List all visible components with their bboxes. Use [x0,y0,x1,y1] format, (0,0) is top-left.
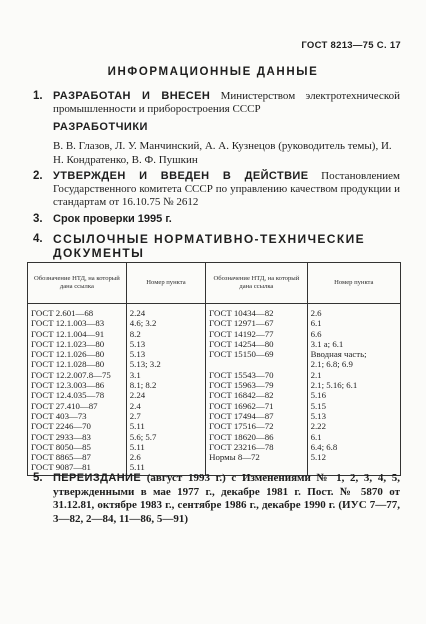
table-cell-line: 3.1 [129,369,141,380]
item-2 [33,170,400,209]
table-cell-line: ГОСТ 27.410—87 [31,400,98,411]
table-header-doc-right: Обозначение НТД, на который дана ссылка [206,263,307,304]
table-cell-line: 2.4 [129,400,141,411]
table-cell-line: ГОСТ 12.2.007.8—75 [31,369,111,380]
item-3-text: Срок проверки 1995 г. [53,213,172,225]
table-cell-line: 5.16 [310,390,326,401]
table-cell-line: ГОСТ 15963—79 [209,380,274,391]
table-cell-line: ГОСТ 15150—69 [209,349,274,360]
table-cell-line: ГОСТ 9087—81 [31,462,91,473]
table-cell-line: ГОСТ 12.4.035—78 [31,390,105,401]
table-header-point-left: Номер пункта [126,263,205,304]
table-cell-line: 2.24 [129,308,146,318]
table-cell-line: 6.1 [310,431,322,442]
item-5-number: 5. [33,472,43,484]
table-cell-line: ГОСТ 14192—77 [209,328,274,339]
page-title: ИНФОРМАЦИОННЫЕ ДАННЫЕ [107,66,319,78]
table-cell-line: 5.11 [129,441,145,452]
table-cell-line: 2.6 [310,308,322,318]
table-cell-line: ГОСТ 12.1.023—80 [31,338,105,349]
item-4-caption: ССЫЛОЧНЫЕ НОРМАТИВНО-ТЕХНИЧЕСКИЕ ДОКУМЕНТЫ [53,232,366,260]
right-docs-column [206,304,307,476]
table-cell-line: 6.6 [310,328,322,339]
item-4-number: 4. [33,233,43,245]
table-cell-line: ГОСТ 23216—78 [209,441,274,452]
table-cell-line: 5.11 [129,462,145,473]
table-cell-line: 5.15 [310,400,326,411]
table-cell-line: ГОСТ 16962—71 [209,400,274,411]
item-1-caption: РАЗРАБОТАН И ВНЕСЕН [53,90,211,102]
table-cell-line: 2.6 [129,452,141,463]
table-cell-line: 5.13 [129,349,146,360]
table-cell-line: ГОСТ 15543—70 [209,369,274,380]
table-cell-line: 3.1 а; 6.1 [310,338,344,349]
table-cell-line: 8.2 [129,328,141,339]
table-cell-line: ГОСТ 2.601—68 [31,308,94,318]
table-cell-line: 5.12 [310,452,326,463]
table-cell-line: ГОСТ 17494—87 [209,410,274,421]
item-3-number: 3. [33,213,43,225]
table-cell-line: ГОСТ 12971—67 [209,318,274,329]
table-header-doc-left: Обозначение НТД, на который дана ссылка [28,263,127,304]
item-2-number: 2. [33,170,43,182]
table-cell-line: 5.11 [129,421,145,432]
table-cell-line: 5.13 [129,338,146,349]
table-cell-line: ГОСТ 2933—83 [31,431,91,442]
table-cell-line: ГОСТ 12.1.004—91 [31,328,105,339]
table-cell-line: ГОСТ 8050—85 [31,441,91,452]
table-cell-line: 2.22 [310,421,326,432]
item-1 [33,90,400,116]
table-cell-line: 2.1; 6.8; 6.9 [310,359,353,370]
references-table [27,262,401,476]
item-5-text: (август 1993 г.) с Изменениями № 1, 2, 3, 4, 5, утвержденными в мае 1977 г., декабре 1981 г. Пост. № 5870 от 31.12.81, октябре 1983 г., сентябре 1986 г., декабре 1990 г. (ИУС 7—77, 3—82, 2—84, 11—86, 5—91) [53,472,400,525]
table-cell-line: 8.1; 8.2 [129,380,157,391]
table-cell-line: 4.6; 3.2 [129,318,157,329]
table-cell-line: ГОСТ 10434—82 [209,308,274,318]
table-cell-line: Нормы 8—72 [209,452,260,463]
table-cell-line: ГОСТ 2246—70 [31,421,91,432]
table-cell-line: 6.4; 6.8 [310,441,338,452]
table-cell-line: ГОСТ 12.1.003—83 [31,318,105,329]
item-4 [33,232,400,260]
item-5-caption: ПЕРЕИЗДАНИЕ [53,472,142,484]
item-2-text: Постановлением Государственного комитета СССР по управлению качеством продукции и стандартам от 16.10.75 № 2612 [53,170,400,208]
table-cell-line: 2.1; 5.16; 6.1 [310,380,358,391]
table-cell-line: ГОСТ 17516—72 [209,421,274,432]
developers-title: РАЗРАБОТЧИКИ [53,121,148,133]
table-cell-line: Вводная часть; [310,349,367,360]
table-cell-line: ГОСТ 14254—80 [209,338,274,349]
item-3 [33,213,400,226]
table-cell-line: 2.24 [129,390,146,401]
table-cell-line [209,359,303,369]
developers-names: В. В. Глазов, Л. У. Манчинский, А. А. Кузнецов (руководитель темы), И. Н. Кондратенко, В. Ф. Пушкин [53,140,392,166]
table-header-point-right: Номер пункта [307,263,400,304]
table-cell-line: 5.6; 5.7 [129,431,157,442]
table-cell-line: ГОСТ 18620—86 [209,431,274,442]
right-points-column [307,304,400,476]
item-1-text: Министерством электротехнической промышленности и приборостроения СССР [53,90,400,115]
table-cell-line: ГОСТ 8865—87 [31,452,91,463]
table-cell-line: 5.13 [310,410,326,421]
page-header: ГОСТ 8213—75 С. 17 [301,40,401,51]
left-points-column [126,304,205,476]
table-cell-line: ГОСТ 12.3.003—86 [31,380,105,391]
item-1-number: 1. [33,90,43,102]
item-2-caption: УТВЕРЖДЕН И ВВЕДЕН В ДЕЙСТВИЕ [53,170,309,182]
table-cell-line: 2.7 [129,410,141,421]
table-cell-line: 6.1 [310,318,322,329]
table-cell-line: ГОСТ 12.1.026—80 [31,349,105,360]
table-cell-line: ГОСТ 16842—82 [209,390,274,401]
item-5 [33,472,400,526]
table-cell-line: ГОСТ 403—73 [31,410,87,421]
table-cell-line: 2.1 [310,369,322,380]
table-cell-line: 5.13; 3.2 [129,359,161,370]
left-docs-column [28,304,127,476]
table-cell-line: ГОСТ 12.1.028—80 [31,359,105,370]
